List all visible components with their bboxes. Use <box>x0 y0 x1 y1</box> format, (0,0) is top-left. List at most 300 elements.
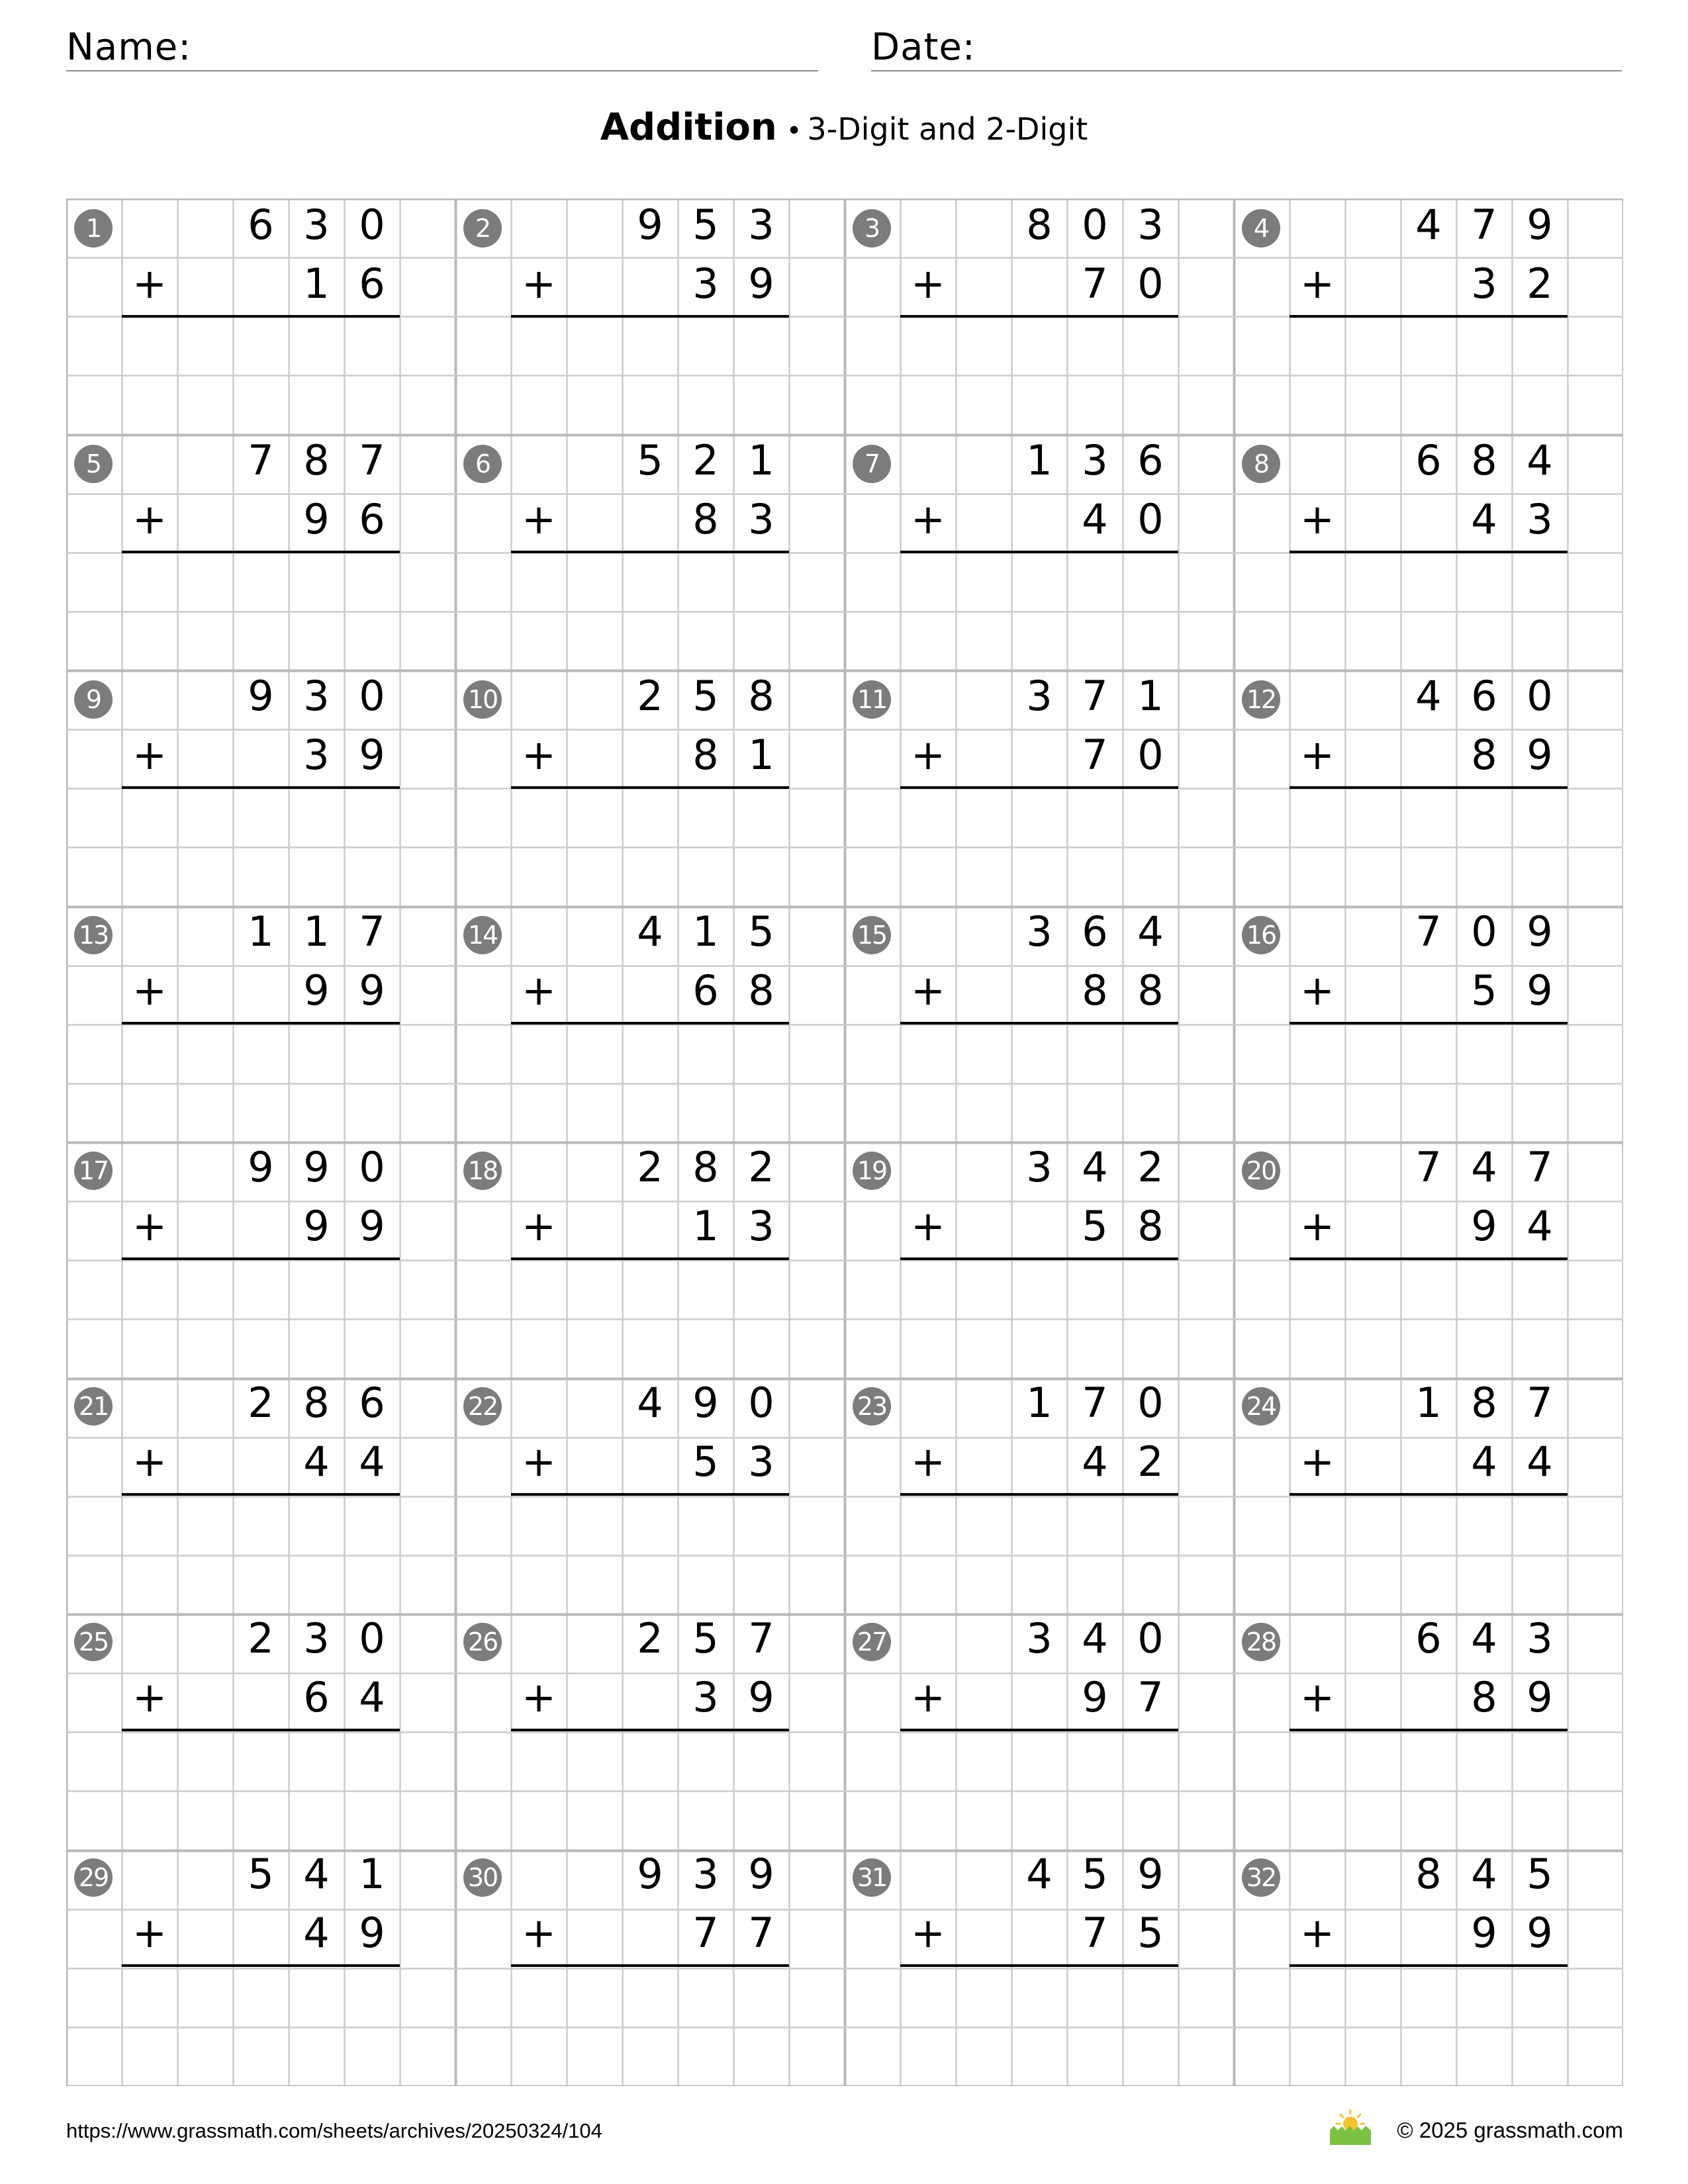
addend-top-digit: 0 <box>359 201 385 249</box>
addend-bottom-digit: 8 <box>1471 731 1497 779</box>
addend-bottom-digit: 7 <box>692 1909 719 1957</box>
addend-top-digit: 0 <box>1526 672 1553 720</box>
addend-bottom-digit: 9 <box>1471 1202 1497 1250</box>
addend-bottom-digit: 4 <box>303 1909 330 1957</box>
addend-bottom-digit: 7 <box>1082 259 1108 308</box>
date-field[interactable] <box>871 24 1622 71</box>
problem-13 <box>66 905 455 1141</box>
problem-29 <box>66 1848 455 2083</box>
addend-top-digit: 3 <box>1526 1614 1553 1662</box>
answer-area[interactable] <box>900 1496 1178 1608</box>
addend-bottom-digit: 9 <box>1526 966 1553 1015</box>
addend-bottom-digit: 4 <box>1526 1202 1553 1250</box>
problem-22 <box>455 1377 845 1612</box>
addend-top-digit: 4 <box>1026 1850 1053 1898</box>
answer-area[interactable] <box>900 1967 1178 2079</box>
addend-top-digit: 9 <box>303 1143 330 1191</box>
problem-23 <box>845 1377 1234 1612</box>
addend-top-digit: 5 <box>637 436 663 484</box>
problem-27 <box>845 1612 1234 1848</box>
problem-number-badge: 20 <box>1242 1152 1280 1190</box>
problem-number-badge: 22 <box>463 1387 502 1426</box>
problem-number-badge: 11 <box>853 680 891 719</box>
problem-number-badge: 15 <box>853 916 891 954</box>
answer-area[interactable] <box>900 1731 1178 1844</box>
problem-number-badge: 13 <box>74 916 113 954</box>
addend-top-digit: 8 <box>1471 436 1497 484</box>
answer-area[interactable] <box>900 318 1178 430</box>
plus-operator: + <box>522 1437 556 1486</box>
plus-operator: + <box>911 1909 945 1957</box>
addend-top-digit: 9 <box>637 1850 663 1898</box>
problem-25 <box>66 1612 455 1848</box>
addend-top-digit: 2 <box>637 1143 663 1191</box>
problem-number-badge: 28 <box>1242 1623 1280 1661</box>
addend-bottom-digit: 4 <box>1471 1437 1497 1486</box>
problem-number-badge: 18 <box>463 1152 502 1190</box>
addend-top-digit: 8 <box>303 1379 330 1427</box>
addend-top-digit: 6 <box>1415 436 1442 484</box>
addend-top-digit: 8 <box>692 1143 719 1191</box>
problem-17 <box>66 1141 455 1377</box>
answer-area[interactable] <box>1289 1024 1568 1137</box>
addend-top-digit: 0 <box>359 672 385 720</box>
addend-bottom-digit: 5 <box>1137 1909 1164 1957</box>
addend-top-digit: 6 <box>1415 1614 1442 1662</box>
answer-area[interactable] <box>122 1731 400 1844</box>
addend-top-digit: 4 <box>1082 1143 1108 1191</box>
problem-2 <box>455 199 845 434</box>
problem-number-badge: 21 <box>74 1387 113 1426</box>
addend-bottom-digit: 8 <box>692 731 719 779</box>
plus-operator: + <box>132 1673 167 1721</box>
addend-top-digit: 3 <box>1082 436 1108 484</box>
plus-operator: + <box>1300 1437 1335 1486</box>
problem-14 <box>455 905 845 1141</box>
addend-bottom-digit: 9 <box>303 1202 330 1250</box>
answer-area[interactable] <box>900 1260 1178 1373</box>
addend-top-digit: 6 <box>248 201 274 249</box>
addend-top-digit: 2 <box>748 1143 774 1191</box>
addend-bottom-digit: 3 <box>748 1202 774 1250</box>
answer-area[interactable] <box>511 553 789 666</box>
answer-area[interactable] <box>1289 1967 1568 2079</box>
problem-number-badge: 5 <box>74 445 113 483</box>
addend-top-digit: 4 <box>1471 1614 1497 1662</box>
plus-operator: + <box>1300 731 1335 779</box>
footer-url[interactable]: https://www.grassmath.com/sheets/archives/20250324/104 <box>66 2119 602 2142</box>
addend-top-digit: 0 <box>359 1143 385 1191</box>
addend-top-digit: 1 <box>248 907 274 956</box>
answer-area[interactable] <box>122 1967 400 2079</box>
plus-operator: + <box>522 731 556 779</box>
plus-operator: + <box>522 495 556 543</box>
addend-bottom-digit: 9 <box>1526 731 1553 779</box>
problem-10 <box>455 670 845 905</box>
addend-top-digit: 9 <box>692 1379 719 1427</box>
plus-operator: + <box>522 1202 556 1250</box>
date-label: Date: <box>871 26 976 69</box>
addend-top-digit: 4 <box>1415 201 1442 249</box>
addend-top-digit: 8 <box>1415 1850 1442 1898</box>
addend-top-digit: 1 <box>359 1850 385 1898</box>
problem-32 <box>1234 1848 1623 2083</box>
addend-top-digit: 4 <box>1082 1614 1108 1662</box>
addend-top-digit: 9 <box>748 1850 774 1898</box>
addend-top-digit: 6 <box>1082 907 1108 956</box>
problem-31 <box>845 1848 1234 2083</box>
problem-19 <box>845 1141 1234 1377</box>
problem-5 <box>66 434 455 670</box>
addend-top-digit: 1 <box>1137 672 1164 720</box>
addend-bottom-digit: 2 <box>1137 1437 1164 1486</box>
problem-number-badge: 9 <box>74 680 113 719</box>
problem-number-badge: 26 <box>463 1623 502 1661</box>
addend-top-digit: 7 <box>1082 1379 1108 1427</box>
problem-12 <box>1234 670 1623 905</box>
plus-operator: + <box>132 495 167 543</box>
addend-top-digit: 1 <box>1026 436 1053 484</box>
answer-area[interactable] <box>511 1731 789 1844</box>
addend-bottom-digit: 9 <box>359 1909 385 1957</box>
addend-bottom-digit: 9 <box>359 1202 385 1250</box>
addend-bottom-digit: 7 <box>1082 731 1108 779</box>
addend-top-digit: 7 <box>1471 201 1497 249</box>
addend-bottom-digit: 8 <box>1137 1202 1164 1250</box>
problem-9 <box>66 670 455 905</box>
footer-copyright: © 2025 grassmath.com <box>1397 2118 1623 2142</box>
addend-bottom-digit: 3 <box>748 1437 774 1486</box>
answer-area[interactable] <box>1289 1496 1568 1608</box>
addend-bottom-digit: 4 <box>359 1437 385 1486</box>
addend-top-digit: 1 <box>748 436 774 484</box>
problem-number-badge: 4 <box>1242 209 1280 248</box>
addend-bottom-digit: 6 <box>359 259 385 308</box>
addend-bottom-digit: 9 <box>748 1673 774 1721</box>
addend-top-digit: 4 <box>637 1379 663 1427</box>
addend-top-digit: 6 <box>1471 672 1497 720</box>
addend-top-digit: 1 <box>1415 1379 1442 1427</box>
problem-number-badge: 12 <box>1242 680 1280 719</box>
addend-bottom-digit: 8 <box>1082 966 1108 1015</box>
addend-top-digit: 3 <box>748 201 774 249</box>
addend-top-digit: 4 <box>637 907 663 956</box>
answer-area[interactable] <box>511 789 789 901</box>
addend-top-digit: 7 <box>248 436 274 484</box>
plus-operator: + <box>132 731 167 779</box>
addend-top-digit: 2 <box>692 436 719 484</box>
addend-top-digit: 9 <box>1137 1850 1164 1898</box>
plus-operator: + <box>132 1202 167 1250</box>
addend-top-digit: 2 <box>637 672 663 720</box>
addend-bottom-digit: 3 <box>692 259 719 308</box>
problem-8 <box>1234 434 1623 670</box>
problem-number-badge: 23 <box>853 1387 891 1426</box>
addend-top-digit: 3 <box>303 1614 330 1662</box>
addend-bottom-digit: 9 <box>359 966 385 1015</box>
plus-operator: + <box>1300 1673 1335 1721</box>
problem-28 <box>1234 1612 1623 1848</box>
problem-number-badge: 10 <box>463 680 502 719</box>
addend-top-digit: 5 <box>692 672 719 720</box>
addend-top-digit: 5 <box>1526 1850 1553 1898</box>
addend-top-digit: 2 <box>1137 1143 1164 1191</box>
addend-bottom-digit: 1 <box>692 1202 719 1250</box>
answer-area[interactable] <box>122 1496 400 1608</box>
plus-operator: + <box>911 966 945 1015</box>
addend-top-digit: 9 <box>637 201 663 249</box>
plus-operator: + <box>911 731 945 779</box>
addend-top-digit: 0 <box>748 1379 774 1427</box>
problem-number-badge: 24 <box>1242 1387 1280 1426</box>
problem-grid <box>66 199 1623 2086</box>
addend-bottom-digit: 4 <box>359 1673 385 1721</box>
problem-number-badge: 31 <box>853 1858 891 1897</box>
problem-4 <box>1234 199 1623 434</box>
plus-operator: + <box>911 495 945 543</box>
problem-number-badge: 19 <box>853 1152 891 1190</box>
addend-bottom-digit: 5 <box>692 1437 719 1486</box>
addend-top-digit: 9 <box>248 672 274 720</box>
grass-sun-logo-icon <box>1327 2108 1374 2148</box>
addend-bottom-digit: 9 <box>1526 1909 1553 1957</box>
plus-operator: + <box>1300 1909 1335 1957</box>
addend-top-digit: 4 <box>1137 907 1164 956</box>
answer-area[interactable] <box>122 318 400 430</box>
answer-area[interactable] <box>511 318 789 430</box>
addend-bottom-digit: 9 <box>1471 1909 1497 1957</box>
addend-top-digit: 7 <box>359 436 385 484</box>
name-label: Name: <box>66 26 192 69</box>
addend-bottom-digit: 9 <box>1082 1673 1108 1721</box>
addend-top-digit: 3 <box>1026 907 1053 956</box>
addend-bottom-digit: 3 <box>748 495 774 543</box>
addend-top-digit: 2 <box>248 1614 274 1662</box>
addend-top-digit: 8 <box>1026 201 1053 249</box>
addend-bottom-digit: 1 <box>748 731 774 779</box>
problem-18 <box>455 1141 845 1377</box>
addend-top-digit: 0 <box>1137 1379 1164 1427</box>
addend-top-digit: 7 <box>359 907 385 956</box>
addend-bottom-digit: 4 <box>1082 1437 1108 1486</box>
problem-number-badge: 25 <box>74 1623 113 1661</box>
addend-top-digit: 4 <box>1415 672 1442 720</box>
problem-number-badge: 2 <box>463 209 502 248</box>
problem-number-badge: 16 <box>1242 916 1280 954</box>
problem-21 <box>66 1377 455 1612</box>
addend-bottom-digit: 7 <box>748 1909 774 1957</box>
addend-top-digit: 1 <box>692 907 719 956</box>
problem-number-badge: 3 <box>853 209 891 248</box>
addend-bottom-digit: 7 <box>1137 1673 1164 1721</box>
plus-operator: + <box>132 1437 167 1486</box>
addend-top-digit: 8 <box>1471 1379 1497 1427</box>
problem-number-badge: 17 <box>74 1152 113 1190</box>
addend-top-digit: 0 <box>1137 1614 1164 1662</box>
plus-operator: + <box>1300 259 1335 308</box>
problem-number-badge: 6 <box>463 445 502 483</box>
answer-area[interactable] <box>511 1024 789 1137</box>
plus-operator: + <box>522 966 556 1015</box>
addend-bottom-digit: 7 <box>1082 1909 1108 1957</box>
problem-20 <box>1234 1141 1623 1377</box>
addend-bottom-digit: 9 <box>748 259 774 308</box>
addend-top-digit: 3 <box>303 201 330 249</box>
problem-11 <box>845 670 1234 905</box>
addend-bottom-digit: 8 <box>692 495 719 543</box>
answer-area[interactable] <box>511 1496 789 1608</box>
addend-bottom-digit: 4 <box>1526 1437 1553 1486</box>
addend-top-digit: 3 <box>1026 1614 1053 1662</box>
addend-top-digit: 6 <box>1137 436 1164 484</box>
addend-top-digit: 5 <box>692 1614 719 1662</box>
addend-top-digit: 4 <box>1471 1143 1497 1191</box>
plus-operator: + <box>1300 1202 1335 1250</box>
addend-bottom-digit: 0 <box>1137 259 1164 308</box>
problem-24 <box>1234 1377 1623 1612</box>
addend-top-digit: 1 <box>303 907 330 956</box>
addend-bottom-digit: 0 <box>1137 731 1164 779</box>
addend-bottom-digit: 9 <box>303 495 330 543</box>
problem-number-badge: 32 <box>1242 1858 1280 1897</box>
worksheet-title <box>0 106 1688 149</box>
addend-top-digit: 3 <box>692 1850 719 1898</box>
addend-top-digit: 0 <box>1471 907 1497 956</box>
problem-6 <box>455 434 845 670</box>
addend-top-digit: 3 <box>1137 201 1164 249</box>
addend-bottom-digit: 8 <box>748 966 774 1015</box>
plus-operator: + <box>132 1909 167 1957</box>
addend-bottom-digit: 5 <box>1082 1202 1108 1250</box>
plus-operator: + <box>911 1673 945 1721</box>
addend-top-digit: 1 <box>1026 1379 1053 1427</box>
addend-bottom-digit: 5 <box>1471 966 1497 1015</box>
addend-bottom-digit: 3 <box>1471 259 1497 308</box>
answer-area[interactable] <box>511 1260 789 1373</box>
addend-bottom-digit: 4 <box>1471 495 1497 543</box>
answer-area[interactable] <box>1289 789 1568 901</box>
answer-area[interactable] <box>900 789 1178 901</box>
plus-operator: + <box>1300 966 1335 1015</box>
addend-top-digit: 8 <box>303 436 330 484</box>
addend-top-digit: 5 <box>748 907 774 956</box>
plus-operator: + <box>522 1673 556 1721</box>
problem-1 <box>66 199 455 434</box>
plus-operator: + <box>911 1437 945 1486</box>
problem-16 <box>1234 905 1623 1141</box>
answer-area[interactable] <box>122 1260 400 1373</box>
plus-operator: + <box>132 966 167 1015</box>
plus-operator: + <box>522 1909 556 1957</box>
title-subtitle: 3-Digit and 2-Digit <box>807 111 1088 147</box>
addend-bottom-digit: 1 <box>303 259 330 308</box>
plus-operator: + <box>522 259 556 308</box>
problem-number-badge: 7 <box>853 445 891 483</box>
addend-bottom-digit: 9 <box>1526 1673 1553 1721</box>
answer-area[interactable] <box>122 553 400 666</box>
title-main: Addition <box>600 106 777 149</box>
addend-bottom-digit: 2 <box>1526 259 1553 308</box>
addend-bottom-digit: 6 <box>303 1673 330 1721</box>
answer-area[interactable] <box>1289 1731 1568 1844</box>
problem-number-badge: 14 <box>463 916 502 954</box>
addend-top-digit: 3 <box>303 672 330 720</box>
addend-top-digit: 4 <box>303 1850 330 1898</box>
problem-number-badge: 8 <box>1242 445 1280 483</box>
addend-top-digit: 4 <box>1471 1850 1497 1898</box>
addend-top-digit: 2 <box>248 1379 274 1427</box>
answer-area[interactable] <box>1289 1260 1568 1373</box>
addend-top-digit: 7 <box>1415 1143 1442 1191</box>
addend-bottom-digit: 9 <box>359 731 385 779</box>
addend-top-digit: 7 <box>748 1614 774 1662</box>
problem-number-badge: 30 <box>463 1858 502 1897</box>
addend-top-digit: 5 <box>248 1850 274 1898</box>
plus-operator: + <box>132 259 167 308</box>
addend-top-digit: 9 <box>1526 201 1553 249</box>
plus-operator: + <box>911 259 945 308</box>
answer-area[interactable] <box>1289 553 1568 666</box>
answer-area[interactable] <box>900 1024 1178 1137</box>
answer-area[interactable] <box>122 1024 400 1137</box>
addend-top-digit: 7 <box>1415 907 1442 956</box>
problem-number-badge: 29 <box>74 1858 113 1897</box>
addend-top-digit: 7 <box>1526 1379 1553 1427</box>
addend-top-digit: 4 <box>1526 436 1553 484</box>
addend-bottom-digit: 4 <box>303 1437 330 1486</box>
addend-top-digit: 8 <box>748 672 774 720</box>
problem-7 <box>845 434 1234 670</box>
addend-top-digit: 2 <box>637 1614 663 1662</box>
addend-top-digit: 3 <box>1026 672 1053 720</box>
problem-number-badge: 1 <box>74 209 113 248</box>
problem-30 <box>455 1848 845 2083</box>
answer-area[interactable] <box>122 789 400 901</box>
problem-26 <box>455 1612 845 1848</box>
addend-bottom-digit: 3 <box>303 731 330 779</box>
answer-area[interactable] <box>1289 318 1568 430</box>
addend-top-digit: 0 <box>1082 201 1108 249</box>
addend-top-digit: 9 <box>1526 907 1553 956</box>
title-separator: • <box>786 116 802 146</box>
addend-top-digit: 0 <box>359 1614 385 1662</box>
problem-3 <box>845 199 1234 434</box>
addend-bottom-digit: 8 <box>1137 966 1164 1015</box>
plus-operator: + <box>1300 495 1335 543</box>
addend-bottom-digit: 3 <box>692 1673 719 1721</box>
addend-top-digit: 7 <box>1526 1143 1553 1191</box>
answer-area[interactable] <box>900 553 1178 666</box>
plus-operator: + <box>911 1202 945 1250</box>
answer-area[interactable] <box>511 1967 789 2079</box>
addend-top-digit: 6 <box>359 1379 385 1427</box>
addend-bottom-digit: 9 <box>303 966 330 1015</box>
addend-top-digit: 5 <box>1082 1850 1108 1898</box>
addend-top-digit: 7 <box>1082 672 1108 720</box>
problem-15 <box>845 905 1234 1141</box>
addend-bottom-digit: 8 <box>1471 1673 1497 1721</box>
problem-number-badge: 27 <box>853 1623 891 1661</box>
addend-bottom-digit: 6 <box>359 495 385 543</box>
addend-bottom-digit: 0 <box>1137 495 1164 543</box>
addend-top-digit: 3 <box>1026 1143 1053 1191</box>
name-field[interactable] <box>66 24 818 71</box>
addend-bottom-digit: 6 <box>692 966 719 1015</box>
addend-bottom-digit: 3 <box>1526 495 1553 543</box>
addend-top-digit: 9 <box>248 1143 274 1191</box>
addend-bottom-digit: 4 <box>1082 495 1108 543</box>
addend-top-digit: 5 <box>692 201 719 249</box>
